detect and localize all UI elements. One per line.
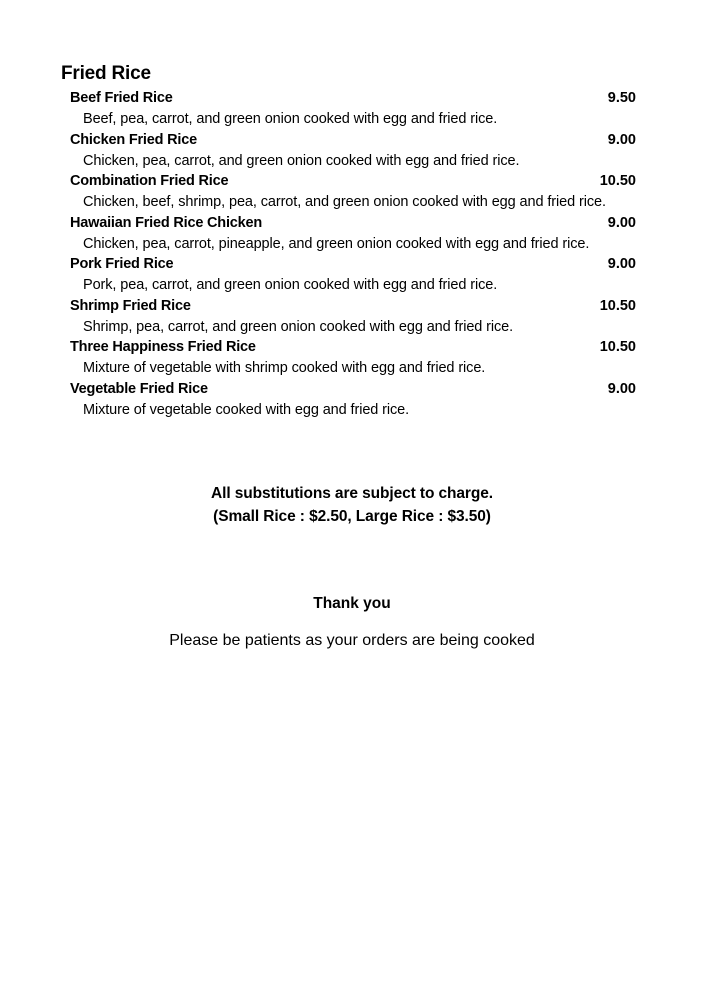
menu-item-chicken-fried-rice: [70, 130, 636, 172]
menu-item-name: Combination Fried Rice: [70, 173, 229, 189]
menu-item-combination-fried-rice: [70, 171, 636, 213]
menu-item-name: Hawaiian Fried Rice Chicken: [70, 214, 263, 231]
menu-item-name: Three Happiness Fried Rice: [70, 339, 256, 355]
menu-item-three-happiness-fried-rice: [70, 337, 636, 379]
menu-item-price: 9.50: [607, 90, 636, 106]
menu-item-header: [70, 130, 636, 151]
menu-item-hawaiian-fried-rice-chicken: [70, 213, 636, 255]
menu-item-description: Mixture of vegetable with shrimp cooked with egg and fried rice.: [83, 360, 486, 376]
patience-message: Please be patients as your orders are being cooked: [169, 632, 535, 649]
substitution-notice: [0, 482, 704, 528]
menu-item-pork-fried-rice: [70, 254, 636, 296]
menu-item-header: [70, 88, 636, 109]
menu-item-price: 10.50: [599, 297, 636, 314]
section-title: Fried Rice: [61, 63, 151, 84]
menu-item-price: 10.50: [599, 173, 636, 189]
menu-item-description: Beef, pea, carrot, and green onion cooked with egg and fried rice.: [83, 111, 498, 127]
rice-size-charges: (Small Rice : $2.50, Large Rice : $3.50): [213, 508, 491, 525]
menu-item-vegetable-fried-rice: [70, 379, 636, 421]
menu-item-description: Pork, pea, carrot, and green onion cooked with egg and fried rice.: [83, 277, 498, 293]
menu-item-header: [70, 213, 636, 234]
menu-item-price: 9.00: [607, 131, 636, 148]
menu-list: [70, 88, 636, 420]
menu-item-description: Chicken, beef, shrimp, pea, carrot, and green onion cooked with egg and fried rice.: [83, 194, 606, 210]
substitution-notice-line: All substitutions are subject to charge.: [211, 485, 493, 502]
menu-item-name: Beef Fried Rice: [70, 90, 173, 106]
menu-item-name: Chicken Fried Rice: [70, 131, 197, 148]
menu-item-name: Pork Fried Rice: [70, 256, 174, 272]
menu-item-shrimp-fried-rice: [70, 296, 636, 338]
menu-item-description: Chicken, pea, carrot, and green onion cooked with egg and fried rice.: [83, 152, 520, 169]
menu-item-beef-fried-rice: [70, 88, 636, 130]
menu-item-header: [70, 337, 636, 358]
menu-item-name: Shrimp Fried Rice: [70, 297, 191, 314]
menu-item-header: [70, 171, 636, 192]
menu-item-description: Shrimp, pea, carrot, and green onion cooked with egg and fried rice.: [83, 318, 514, 335]
thank-you-heading: Thank you: [313, 595, 391, 612]
menu-item-header: [70, 379, 636, 400]
menu-item-header: [70, 296, 636, 317]
menu-item-price: 9.00: [607, 256, 636, 272]
menu-item-price: 9.00: [607, 380, 636, 397]
menu-item-header: [70, 254, 636, 275]
menu-item-name: Vegetable Fried Rice: [70, 380, 208, 397]
menu-item-price: 10.50: [599, 339, 636, 355]
menu-item-description: Mixture of vegetable cooked with egg and fried rice.: [83, 401, 410, 418]
menu-item-price: 9.00: [607, 214, 636, 231]
menu-item-description: Chicken, pea, carrot, pineapple, and green onion cooked with egg and fried rice.: [83, 235, 590, 252]
